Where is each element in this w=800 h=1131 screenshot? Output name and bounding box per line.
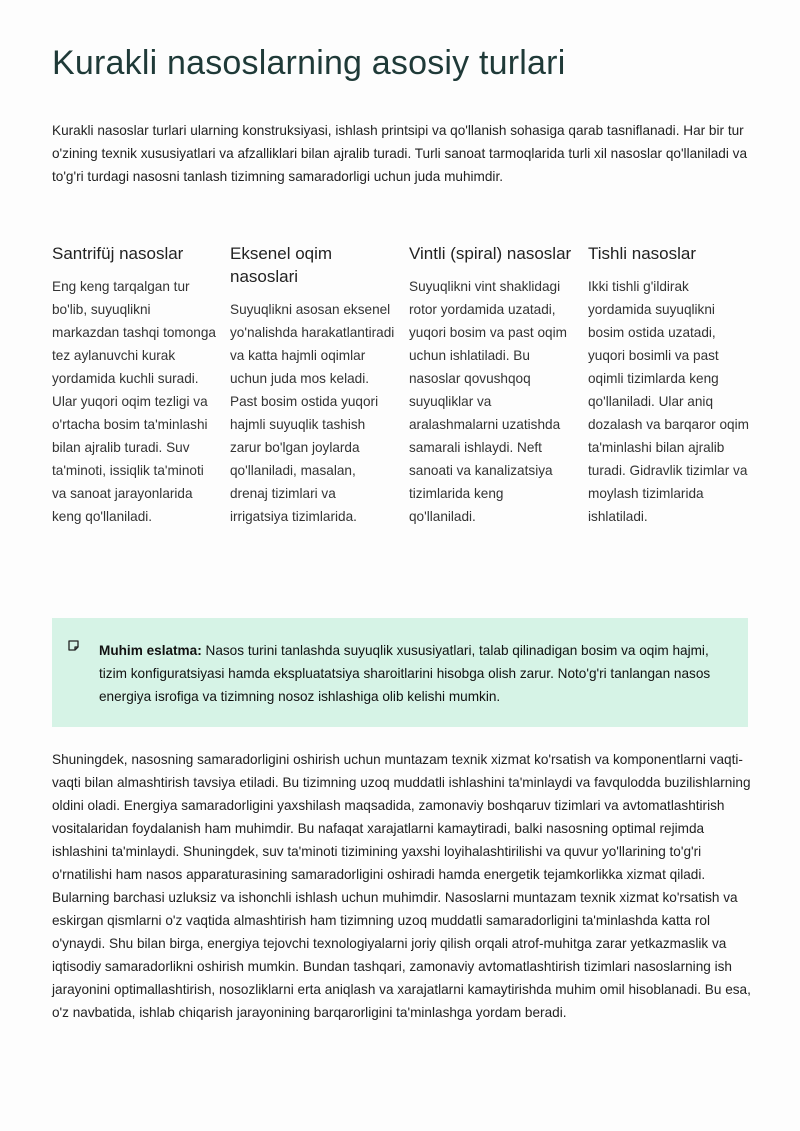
- note-label: Muhim eslatma:: [99, 643, 202, 658]
- column-axial: [230, 242, 395, 528]
- column-gear: [588, 242, 753, 528]
- column-heading: Eksenel oqim nasoslari: [230, 244, 333, 286]
- note-text: [99, 639, 729, 708]
- note-icon: [68, 640, 79, 651]
- column-text: Suyuqlikni vint shaklidagi rotor yordamida uzatadi, yuqori bosim va past oqim uchun ishlatiladi. Bu nasoslar qovushqoq suyuqliklar va aralashmalarni uzatishda samarali ishlaydi. Neft sanoati va kanalizatsiya tizimlarida keng qo'llaniladi.: [409, 279, 567, 524]
- column-text: Suyuqlikni asosan eksenel yo'nalishda harakatlantiradi va katta hajmli oqimlar uchun juda mos keladi. Past bosim ostida yuqori hajmli suyuqlik tashish zarur bo'lgan joylarda qo'llaniladi, masalan, drenaj tizimlari va irrigatsiya tizimlarida.: [230, 302, 395, 524]
- column-text: Ikki tishli g'ildirak yordamida suyuqlikni bosim ostida uzatadi, yuqori bosimli va past oqimli tizimlarda keng qo'llaniladi. Ular aniq dozalash va barqaror oqim ta'minlashi bilan ajralib turadi. Gidravlik tizimlar va moylash tizimlarida ishlatiladi.: [588, 279, 749, 524]
- intro-paragraph: Kurakli nasoslar turlari ularning konstruksiyasi, ishlash printsipi va qo'llanish sohasiga qarab tasniflanadi. Har bir tur o'zining texnik xususiyatlari va afzalliklari bilan ajralib turadi. Turli sanoat tarmoqlarida turli xil nasoslar qo'llaniladi va to'g'ri turdagi nasosni tanlash tizimning samaradorligi uchun juda muhimdir.: [52, 123, 748, 184]
- column-text: Eng keng tarqalgan tur bo'lib, suyuqlikni markazdan tashqi tomonga tez aylanuvchi kurak yordamida kuchli suradi. Ular yuqori oqim tezligi va o'rtacha bosim ta'minlashi bilan ajralib turadi. Suv ta'minoti, issiqlik ta'minoti va sanoat jarayonlarida keng qo'llaniladi.: [52, 279, 216, 524]
- body-paragraph: Shuningdek, nasosning samaradorligini oshirish uchun muntazam texnik xizmat ko'rsatish va komponentlarni vaqti-vaqti bilan almashtirish tavsiya etiladi. Bu tizimning uzoq muddatli ishlashini ta'minlaydi va favqulodda buzilishlarning oldini oladi. Energiya samaradorligini yaxshilash maqsadida, zamonaviy boshqaruv tizimlari va avtomatlashtirish vositalaridan foydalanish ham muhimdir. Bu nafaqat xarajatlarni kamaytiradi, balki nasosning optimal rejimda ishlashini ta'minlaydi. Shuningdek, suv ta'minoti tizimining yaxshi loyihalashtirilishi va quvur yo'llarining to'g'ri o'rnatilishi ham nasos apparaturasining samaradorligini oshiradi hamda energetik tejamkorlikka xizmat qiladi. Bularning barchasi uzluksiz va ishonchli ishlash uchun muhimdir. Nasoslarni muntazam texnik xizmat ko'rsatish va eskirgan qismlarni o'z vaqtida almashtirish ham tizimning uzoq muddatli samaradorligini ta'minlashda katta rol o'ynaydi. Shu bilan birga, energiya tejovchi texnologiyalarni joriy qilish orqali atrof-muhitga zarar yetkazmaslik va iqtisodiy samaradorlikni oshirish mumkin. Bundan tashqari, zamonaviy avtomatlashtirish tizimlari nasoslarning ish jarayonini optimallashtirish, nosozliklarni erta aniqlash va xarajatlarni kamaytirishda muhim omil hisoblanadi. Bu esa, o'z navbatida, ishlab chiqarish jarayonining barqarorligini ta'minlashga yordam beradi.: [52, 752, 751, 1020]
- column-heading: Vintli (spiral) nasoslar: [409, 244, 572, 263]
- column-heading: Tishli nasoslar: [588, 244, 697, 263]
- column-screw: [409, 242, 574, 528]
- important-note-box: [52, 618, 748, 727]
- page-title: Kurakli nasoslarning asosiy turlari: [52, 44, 566, 82]
- note-body: Nasos turini tanlashda suyuqlik xususiyatlari, talab qilinadigan bosim va oqim hajmi, tizim konfiguratsiyasi hamda ekspluatatsiya sharoitlarini hisobga olish zarur. Noto'g'ri tanlangan nasos energiya isrofiga va tizimning nosoz ishlashiga olib kelishi mumkin.: [99, 643, 711, 704]
- column-heading: Santrifüj nasoslar: [52, 244, 184, 263]
- column-centrifugal: [52, 242, 217, 528]
